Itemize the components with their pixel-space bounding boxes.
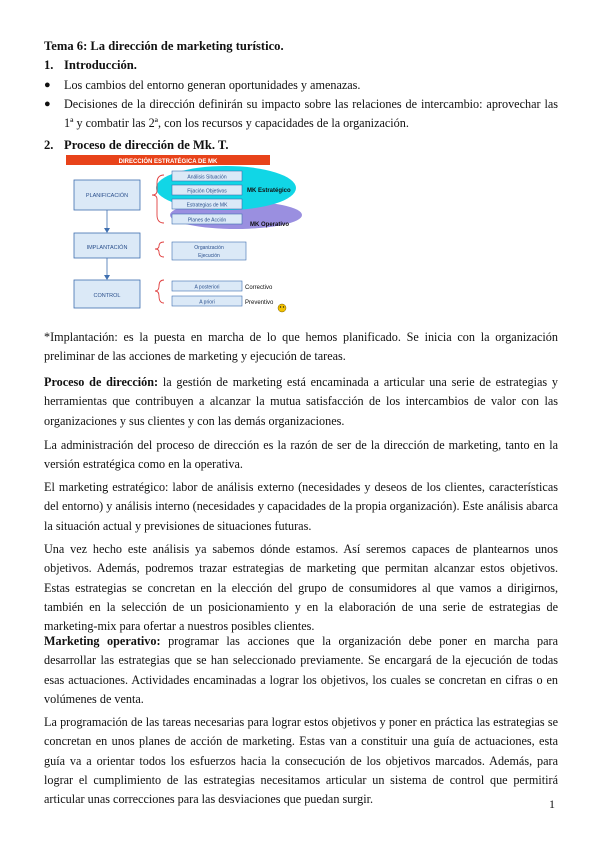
mk-operativo-label: MK Operativo bbox=[250, 222, 290, 228]
mk-estrategico-label: MK Estratégico bbox=[247, 188, 291, 194]
paragraph-mk-operativo bbox=[44, 632, 558, 709]
section-2-number: 2. bbox=[44, 138, 54, 152]
paragraph-mk-estrategico: El marketing estratégico: labor de análisis externo (necesidades y deseos de los clientes, características del entorno) y análisis interno (necesidades y capacidades de la propia organización). Este análisis abarca la situación actual y previsiones de situaciones futuras. bbox=[44, 480, 558, 533]
impl-bracket bbox=[155, 242, 164, 257]
control-bracket bbox=[155, 280, 164, 303]
mk-operativo-term: Marketing operativo: bbox=[44, 634, 161, 648]
section-2-title: Proceso de dirección de Mk. T. bbox=[64, 138, 229, 152]
mk-operativo-text: programar las acciones que la organización debe poner en marcha para desarrollar las estrategias que se han seleccionado previamente. Se encargará de la ejecución de todas esas actuaciones. Actividades encaminadas a lograr los objetivos, los cuales se concretan en cifras o en volúmenes de venta. bbox=[44, 634, 558, 706]
section-1-number: 1. bbox=[44, 58, 54, 72]
bullet-item bbox=[44, 95, 558, 133]
proceso-direccion-text: la gestión de marketing está encaminada a articular una serie de estrategias y herramientas que contribuyen a alcanzar la mutua satisfacción de los intercambios de valor con las organizaciones y sus clientes y con las demás organizaciones. bbox=[44, 375, 558, 428]
arrow-head bbox=[104, 275, 110, 280]
marketing-direction-diagram bbox=[60, 153, 310, 315]
proceso-direccion-term: Proceso de dirección: bbox=[44, 375, 159, 389]
impl-item-label: Organización bbox=[194, 245, 224, 251]
planificacion-label: PLANIFICACIÓN bbox=[85, 193, 129, 199]
diagram-banner-text: DIRECCIÓN ESTRATÉGICA DE MK bbox=[118, 159, 218, 165]
bullet-text: Los cambios del entorno generan oportunidades y amenazas. bbox=[64, 78, 361, 92]
plan-item-label: Fijación Objetivos bbox=[187, 188, 227, 195]
section-1-heading bbox=[44, 58, 137, 73]
document-title: Tema 6: La dirección de marketing turístico. bbox=[44, 39, 284, 53]
section-2-heading bbox=[44, 138, 229, 153]
implantacion-label: IMPLANTACIÓN bbox=[86, 245, 128, 251]
paragraph-implantacion: *Implantación: es la puesta en marcha de lo que hemos planificado. Se inicia con la organización preliminar de las acciones de marketing y ejecución de tareas. bbox=[44, 330, 558, 364]
paragraph-proceso-direccion bbox=[44, 373, 558, 431]
impl-item-label: Ejecución bbox=[198, 253, 220, 259]
plan-item-label: Estrategias de MK bbox=[186, 202, 228, 209]
plan-item-label: Análisis Situación bbox=[187, 174, 227, 181]
preventivo-label: Preventivo bbox=[245, 300, 274, 306]
control-item-label: A posteriori bbox=[194, 284, 220, 291]
bullet-item bbox=[44, 76, 558, 95]
control-item-label: A priori bbox=[199, 299, 215, 306]
bullet-dot-icon: ● bbox=[44, 79, 51, 91]
paragraph-administracion: La administración del proceso de dirección es la razón de ser de la dirección de marketing, tanto en la versión estratégica como en la operativa. bbox=[44, 438, 558, 472]
control-label: CONTROL bbox=[93, 293, 121, 299]
bullet-dot-icon: ● bbox=[44, 98, 51, 110]
bullet-text: Decisiones de la dirección definirán su impacto sobre las relaciones de intercambio: aprovechar las 1ª y combatir las 2ª, con los recursos y capacidades de la organización. bbox=[64, 97, 558, 130]
paragraph-objetivos: Una vez hecho este análisis ya sabemos dónde estamos. Así seremos capaces de plantearnos unos objetivos. Además, podremos trazar estrategias de marketing que permitan alcanzar estos objetivos. Estas estrategias se concretan en la elección del grupo de consumidores al que vamos a dirigirnos, también en la selección de un posicionamiento y en la elaboración de una serie de estrategias de marketing-mix para ofertar a nuestros posibles clientes. bbox=[44, 542, 558, 634]
section-1-title: Introducción. bbox=[64, 58, 137, 72]
page-number: 1 bbox=[549, 797, 555, 811]
plan-item-label: Planes de Acción bbox=[187, 217, 227, 224]
correctivo-label: Correctivo bbox=[245, 285, 273, 291]
cursor-icon bbox=[278, 304, 286, 312]
arrow-head bbox=[104, 228, 110, 233]
paragraph-programacion: La programación de las tareas necesarias para lograr estos objetivos y poner en práctica las estrategias se concretan en unos planes de acción de marketing. Estas van a constituir una guía de actuaciones, esta guía va a orientar todos los esfuerzos hacia la consecución de los objetivos marcados. Además, para lograr el cumplimiento de las estrategias necesitamos articular un sistema de control que permitirá articular unas correcciones para las desviaciones que puedan surgir. bbox=[44, 715, 558, 807]
